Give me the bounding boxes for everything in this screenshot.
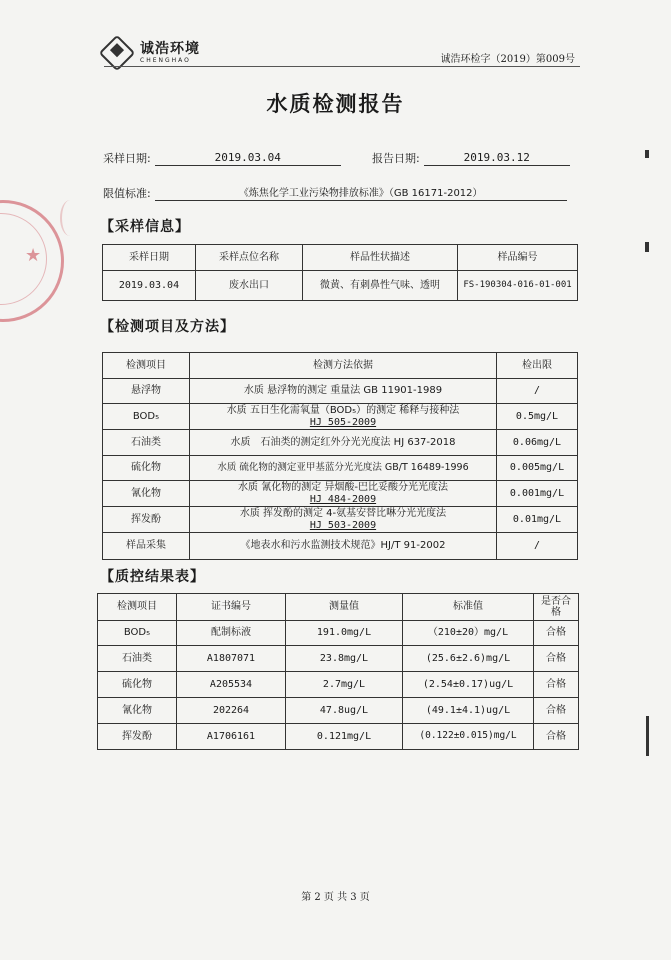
report-date-value: 2019.03.12 [424, 151, 570, 166]
qc-header-pass: 是否合格 [534, 594, 579, 621]
method-text: 水质 悬浮物的测定 重量法 GB 11901-1989 [243, 385, 443, 397]
methods-limit: 0.01mg/L [497, 507, 578, 533]
methods-limit: 0.001mg/L [497, 481, 578, 507]
qc-header-standard: 标准值 [403, 594, 534, 621]
methods-row [103, 456, 578, 481]
methods-row [103, 507, 578, 533]
logo-name-en: CHENGHAO [140, 57, 191, 64]
method-standard-code: HJ 505-2009 [309, 416, 377, 428]
qc-row [98, 698, 579, 724]
methods-limit: / [497, 533, 578, 560]
page-title: 水质检测报告 [266, 92, 405, 116]
qc-measured: 23.8mg/L [286, 646, 403, 672]
section-heading-methods: 【检测项目及方法】 [100, 319, 235, 335]
qc-row [98, 672, 579, 698]
logo-name-cn: 诚浩环境 [140, 41, 200, 57]
methods-item: 样品采集 [103, 533, 190, 560]
methods-method [190, 430, 497, 456]
method-standard-code: HJ 503-2009 [309, 519, 377, 531]
methods-row [103, 430, 578, 456]
methods-item: 挥发酚 [103, 507, 190, 533]
company-logo [104, 38, 200, 68]
methods-table [102, 352, 578, 560]
qc-certificate: 配制标液 [177, 621, 286, 646]
qc-certificate: A1807071 [177, 646, 286, 672]
methods-method [190, 533, 497, 560]
standard-field [103, 184, 567, 201]
red-seal-stamp [0, 200, 64, 322]
qc-standard: (2.54±0.17)ug/L [403, 672, 534, 698]
qc-item: 石油类 [98, 646, 177, 672]
qc-certificate: A205534 [177, 672, 286, 698]
methods-method [190, 507, 497, 533]
section-heading-qc: 【质控结果表】 [100, 569, 205, 585]
qc-header-measured: 测量值 [286, 594, 403, 621]
method-standard-code: HJ 484-2009 [309, 493, 377, 505]
method-text: 水质 五日生化需氧量（BOD₅）的测定 稀释与接种法 [226, 405, 460, 416]
methods-method [190, 481, 497, 507]
report-date-field [372, 150, 570, 166]
scan-edge-mark [646, 716, 649, 756]
qc-pass: 合格 [534, 724, 579, 750]
methods-header-limit: 检出限 [497, 353, 578, 379]
section-heading-sampling: 【采样信息】 [100, 219, 190, 235]
qc-row [98, 724, 579, 750]
standard-label: 限值标准: [103, 187, 151, 200]
standard-value: 《炼焦化学工业污染物排放标准》（GB 16171-2012） [155, 184, 567, 201]
sampling-cell-description: 微黄、有刺鼻性气味、透明 [303, 271, 458, 301]
sampling-header-id: 样品编号 [458, 245, 578, 271]
methods-item: 硫化物 [103, 456, 190, 481]
methods-method [190, 404, 497, 430]
methods-item: BOD₅ [103, 404, 190, 430]
method-text: 水质 硫化物的测定亚甲基蓝分光光度法 GB/T 16489-1996 [217, 461, 469, 473]
methods-limit: 0.5mg/L [497, 404, 578, 430]
qc-measured: 47.8ug/L [286, 698, 403, 724]
sampling-date-field [103, 150, 341, 166]
methods-item: 氰化物 [103, 481, 190, 507]
methods-method [190, 456, 497, 481]
page-number: 第 2 页 共 3 页 [301, 892, 370, 903]
methods-header-method: 检测方法依据 [190, 353, 497, 379]
qc-header-item: 检测项目 [98, 594, 177, 621]
sampling-header-description: 样品性状描述 [303, 245, 458, 271]
qc-item: 挥发酚 [98, 724, 177, 750]
method-text: 《地表水和污水监测技术规范》HJ/T 91-2002 [240, 540, 446, 552]
sampling-date-label: 采样日期: [103, 152, 151, 165]
methods-limit: 0.06mg/L [497, 430, 578, 456]
methods-row [103, 379, 578, 404]
sampling-header-site: 采样点位名称 [196, 245, 303, 271]
methods-item: 石油类 [103, 430, 190, 456]
document-number: 诚浩环检字（2019）第009号 [440, 54, 575, 65]
sampling-header-date: 采样日期 [103, 245, 196, 271]
sampling-table [102, 244, 578, 301]
qc-pass: 合格 [534, 646, 579, 672]
qc-item: 硫化物 [98, 672, 177, 698]
qc-pass: 合格 [534, 621, 579, 646]
signature-mark [60, 200, 80, 236]
method-text: 水质 挥发酚的测定 4-氨基安替比啉分光光度法 [239, 508, 447, 519]
qc-table [97, 593, 579, 750]
methods-row [103, 533, 578, 560]
qc-pass: 合格 [534, 698, 579, 724]
qc-standard: (0.122±0.015)mg/L [403, 724, 534, 750]
methods-item: 悬浮物 [103, 379, 190, 404]
sampling-cell-site: 废水出口 [196, 271, 303, 301]
sampling-cell-id: FS-190304-016-01-001 [458, 271, 578, 301]
sampling-date-value: 2019.03.04 [155, 151, 341, 166]
qc-item: 氰化物 [98, 698, 177, 724]
qc-standard: （210±20）mg/L [403, 621, 534, 646]
header-divider [104, 66, 580, 67]
methods-row [103, 481, 578, 507]
qc-standard: (49.1±4.1)ug/L [403, 698, 534, 724]
report-date-label: 报告日期: [372, 152, 420, 165]
methods-limit: 0.005mg/L [497, 456, 578, 481]
scan-edge-mark [645, 150, 649, 158]
stamp-star-icon: ★ [25, 245, 42, 266]
qc-certificate: A1706161 [177, 724, 286, 750]
qc-row [98, 646, 579, 672]
method-text: 水质 石油类的测定红外分光光度法 HJ 637-2018 [230, 436, 456, 448]
qc-row [98, 621, 579, 646]
qc-measured: 191.0mg/L [286, 621, 403, 646]
qc-pass: 合格 [534, 672, 579, 698]
methods-method [190, 379, 497, 404]
scan-edge-mark [645, 242, 649, 252]
qc-measured: 2.7mg/L [286, 672, 403, 698]
qc-measured: 0.121mg/L [286, 724, 403, 750]
qc-certificate: 202264 [177, 698, 286, 724]
qc-item: BOD₅ [98, 621, 177, 646]
methods-limit: / [497, 379, 578, 404]
method-text: 水质 氰化物的测定 异烟酸-巴比妥酸分光光度法 [238, 482, 448, 493]
qc-standard: (25.6±2.6)mg/L [403, 646, 534, 672]
qc-header-certificate: 证书编号 [177, 594, 286, 621]
methods-row [103, 404, 578, 430]
sampling-cell-date: 2019.03.04 [103, 271, 196, 301]
methods-header-item: 检测项目 [103, 353, 190, 379]
